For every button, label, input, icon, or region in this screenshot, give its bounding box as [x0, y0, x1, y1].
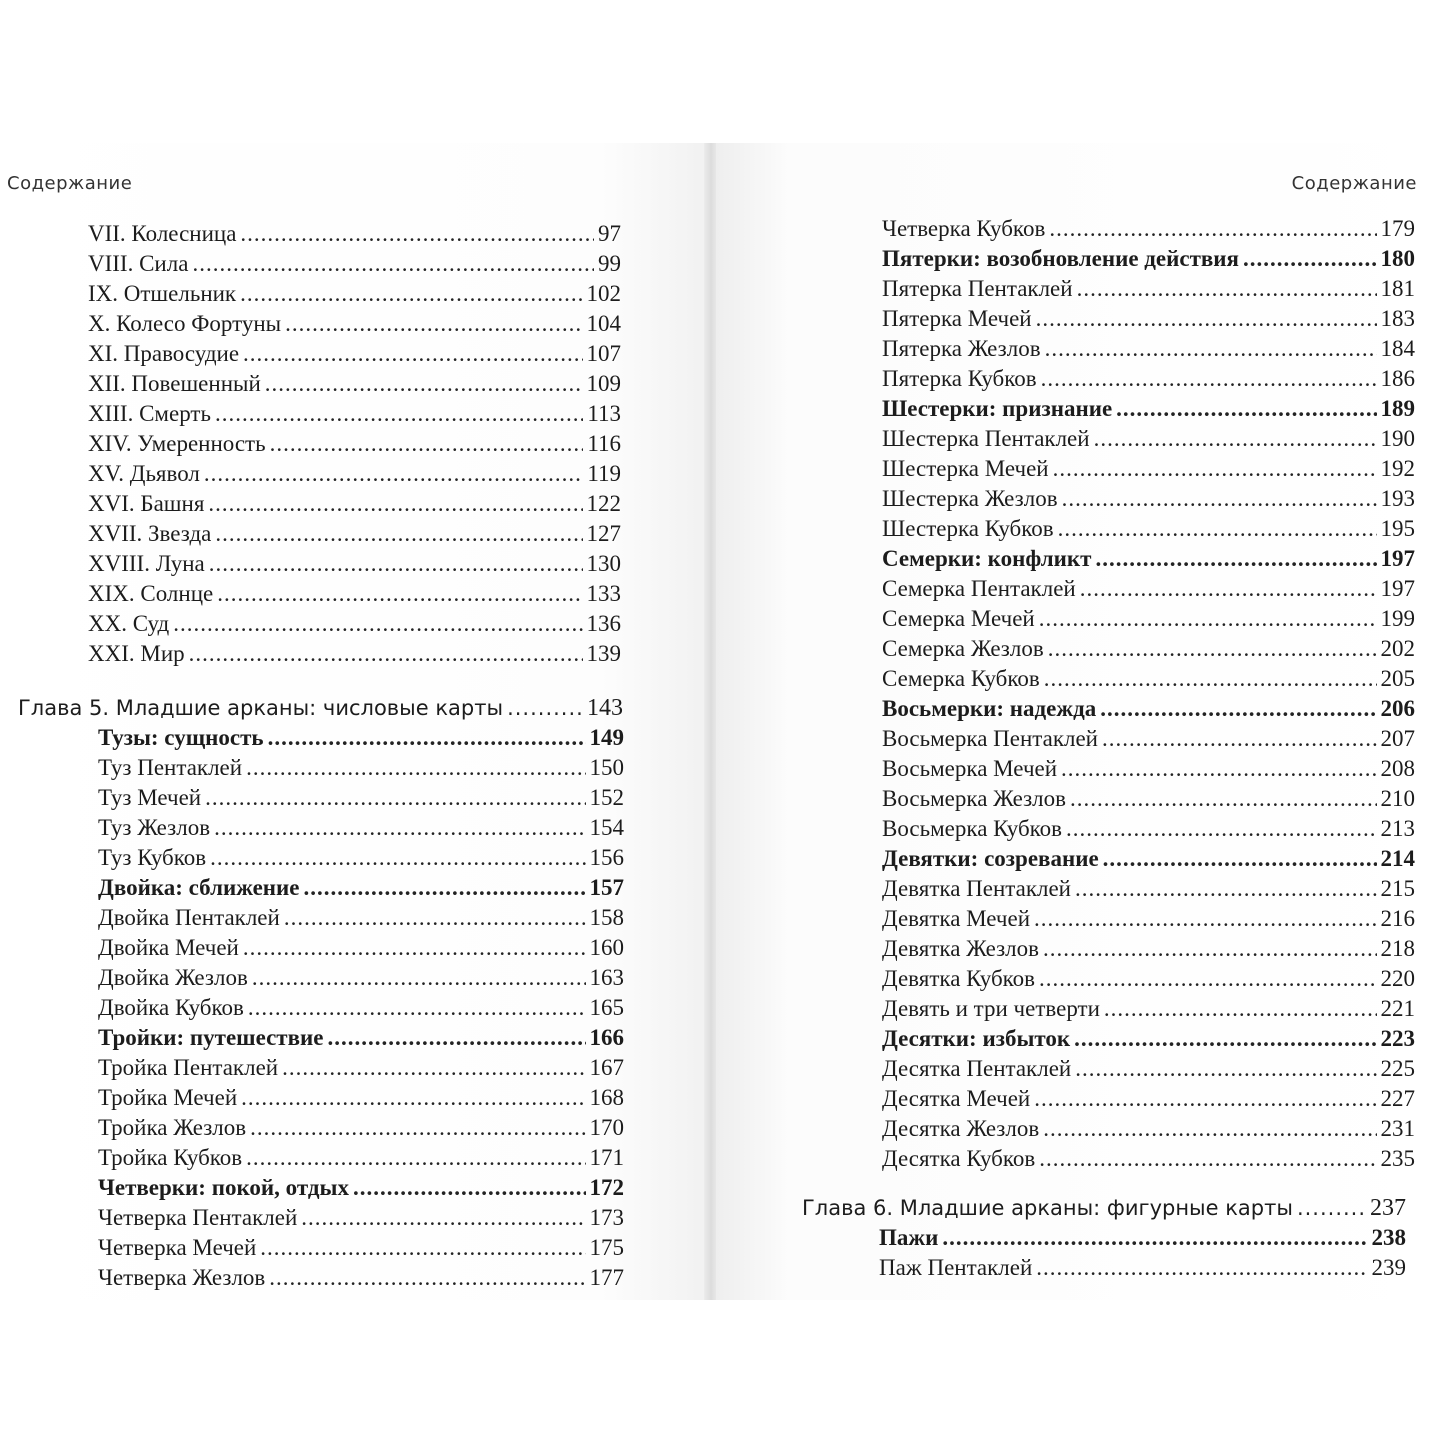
toc-page: 214 [1380, 846, 1415, 871]
toc-leader [1048, 634, 1377, 664]
toc-entry[interactable] [88, 549, 621, 579]
toc-page: 238 [1371, 1225, 1406, 1250]
toc-leader [282, 1053, 585, 1083]
toc-leader [1095, 544, 1376, 574]
toc-leader [243, 339, 582, 369]
toc-leader [1066, 814, 1376, 844]
toc-leader [246, 753, 585, 783]
toc-title: Пятерка Кубков [882, 366, 1037, 391]
toc-title: Двойка Кубков [98, 995, 244, 1020]
toc-page: 202 [1380, 636, 1415, 661]
toc-title: Двойка Пентаклей [98, 905, 280, 930]
toc-leader [1077, 274, 1377, 304]
toc-section[interactable] [98, 723, 624, 753]
toc-page: 167 [589, 1055, 624, 1080]
toc-entry[interactable] [88, 639, 621, 669]
toc-leader [1045, 334, 1377, 364]
toc-leader [240, 279, 582, 309]
toc-title: Десятка Жезлов [882, 1116, 1040, 1141]
toc-title: Шестерка Кубков [882, 516, 1054, 541]
toc-title: Шестерка Пентаклей [882, 426, 1090, 451]
toc-title: Пятерка Пентаклей [882, 276, 1073, 301]
toc-page: 113 [587, 401, 621, 426]
toc-leader [1075, 1054, 1376, 1084]
toc-title: Пятерки: возобновление действия [882, 246, 1240, 271]
toc-page: 220 [1380, 966, 1415, 991]
toc-page: 199 [1380, 606, 1415, 631]
toc-leader [1102, 724, 1377, 754]
toc-entry[interactable] [98, 963, 624, 993]
toc-leader [217, 579, 582, 609]
toc-leader [250, 1113, 585, 1143]
toc-entry[interactable] [88, 369, 621, 399]
toc-leader [214, 813, 585, 843]
toc-entry[interactable] [882, 874, 1415, 904]
toc-entry[interactable] [98, 1143, 624, 1173]
toc-title: Десятка Мечей [882, 1086, 1031, 1111]
toc-page: 183 [1380, 306, 1415, 331]
toc-page: 193 [1380, 486, 1415, 511]
toc-page: 205 [1380, 666, 1415, 691]
toc-page: 195 [1380, 516, 1415, 541]
toc-page: 168 [589, 1085, 624, 1110]
toc-title: Четверка Кубков [882, 216, 1046, 241]
toc-leader [192, 249, 594, 279]
toc-leader [205, 783, 585, 813]
toc-leader [1062, 484, 1377, 514]
toc-page: 227 [1380, 1086, 1415, 1111]
toc-entry[interactable] [88, 459, 621, 489]
toc-chapter[interactable] [18, 693, 623, 723]
toc-entry[interactable] [98, 843, 624, 873]
toc-title: XIII. Смерть [88, 401, 211, 426]
toc-entry[interactable] [88, 429, 621, 459]
toc-leader [252, 963, 586, 993]
toc-leader [1243, 244, 1376, 274]
toc-title: Тузы: сущность [98, 725, 264, 750]
toc-title: Двойка: сближение [98, 875, 300, 900]
toc-title: Семерка Пентаклей [882, 576, 1076, 601]
toc-page: 119 [587, 461, 621, 486]
toc-leader [189, 639, 583, 669]
toc-page: 177 [589, 1265, 624, 1290]
toc-title: Девятка Пентаклей [882, 876, 1071, 901]
toc-title: XI. Правосудие [88, 341, 240, 366]
toc-leader [1080, 574, 1377, 604]
toc-title: Пятерка Мечей [882, 306, 1032, 331]
toc-chapter-list [18, 693, 623, 723]
toc-entry[interactable] [88, 579, 621, 609]
toc-entry[interactable] [98, 933, 624, 963]
toc-leader [204, 459, 583, 489]
toc-page: 206 [1380, 696, 1415, 721]
toc-page: 223 [1380, 1026, 1415, 1051]
toc-title: Четверка Пентаклей [98, 1205, 298, 1230]
toc-leader [248, 993, 586, 1023]
toc-title: Двойка Жезлов [98, 965, 248, 990]
toc-leader [942, 1223, 1367, 1253]
toc-leader [269, 1263, 585, 1293]
toc-title: Девятки: созревание [882, 846, 1099, 871]
toc-leader [1058, 514, 1377, 544]
toc-title: XII. Повешенный [88, 371, 261, 396]
toc-title: Пажи [879, 1225, 939, 1250]
toc-page: 166 [589, 1025, 624, 1050]
toc-entry[interactable] [882, 934, 1415, 964]
toc-leader [270, 429, 584, 459]
toc-section[interactable] [882, 394, 1415, 424]
toc-entry[interactable] [98, 813, 624, 843]
toc-leader [265, 369, 583, 399]
toc-section[interactable] [882, 694, 1415, 724]
toc-page: 175 [589, 1235, 624, 1260]
toc-page: 186 [1380, 366, 1415, 391]
toc-page: 237 [1370, 1195, 1406, 1221]
toc-title: Шестерка Жезлов [882, 486, 1058, 511]
toc-title: Девятка Мечей [882, 906, 1031, 931]
toc-page: 99 [598, 251, 621, 276]
toc-page: 239 [1371, 1255, 1406, 1280]
toc-leader [209, 549, 583, 579]
toc-section[interactable] [879, 1223, 1406, 1253]
toc-entry[interactable] [882, 964, 1415, 994]
toc-title: Семерка Кубков [882, 666, 1040, 691]
toc-page: 231 [1380, 1116, 1415, 1141]
toc-entry[interactable] [882, 1084, 1415, 1114]
toc-page: 154 [589, 815, 624, 840]
toc-leader [1100, 694, 1376, 724]
toc-leader [1034, 904, 1376, 934]
toc-entry[interactable] [88, 249, 621, 279]
toc-title: Туз Кубков [98, 845, 207, 870]
toc-title: XIV. Умеренность [88, 431, 266, 456]
toc-entry[interactable] [98, 1233, 624, 1263]
toc-section[interactable] [882, 844, 1415, 874]
toc-page: 165 [589, 995, 624, 1020]
toc-leader [1036, 1253, 1367, 1283]
toc-title: Десятка Кубков [882, 1146, 1036, 1171]
toc-leader [1041, 364, 1377, 394]
toc-title: XIX. Солнце [88, 581, 214, 606]
toc-page: 184 [1380, 336, 1415, 361]
toc-title: Тройки: путешествие [98, 1025, 324, 1050]
toc-page: 143 [587, 695, 623, 721]
toc-page: 150 [589, 755, 624, 780]
toc-leader [1075, 874, 1377, 904]
toc-entry[interactable] [98, 783, 624, 813]
toc-page: 189 [1380, 396, 1415, 421]
toc-page: 109 [586, 371, 621, 396]
toc-title: Тройка Пентаклей [98, 1055, 279, 1080]
toc-title: Шестерка Мечей [882, 456, 1049, 481]
book-spread [0, 143, 1445, 1300]
toc-entry[interactable] [882, 904, 1415, 934]
toc-entry[interactable] [882, 334, 1415, 364]
toc-page: 122 [586, 491, 621, 516]
toc-title: Десятки: избыток [882, 1026, 1071, 1051]
toc-title: Восьмерка Мечей [882, 756, 1058, 781]
toc-page: 181 [1380, 276, 1415, 301]
toc-title: Туз Жезлов [98, 815, 211, 840]
toc-title: Четверка Жезлов [98, 1265, 266, 1290]
toc-entry[interactable] [98, 903, 624, 933]
toc-page: 104 [586, 311, 621, 336]
toc-page: 107 [586, 341, 621, 366]
toc-leader [1043, 934, 1376, 964]
toc-title: Туз Пентаклей [98, 755, 243, 780]
toc-page: 197 [1380, 546, 1415, 571]
toc-entry[interactable] [879, 1253, 1406, 1283]
toc-title: Семерки: конфликт [882, 546, 1092, 571]
toc-title: Девятка Жезлов [882, 936, 1040, 961]
toc-leader [215, 519, 582, 549]
toc-title: XXI. Мир [88, 641, 185, 666]
toc-leader [507, 693, 583, 723]
toc-entry[interactable] [882, 724, 1415, 754]
toc-title: VII. Колесница [88, 221, 237, 246]
toc-title: XV. Дьявол [88, 461, 200, 486]
toc-section[interactable] [98, 873, 624, 903]
toc-entry[interactable] [88, 339, 621, 369]
toc-entry[interactable] [88, 609, 621, 639]
toc-page: 97 [598, 221, 621, 246]
toc-entry[interactable] [882, 424, 1415, 454]
toc-leader [1053, 454, 1377, 484]
toc-page: 130 [586, 551, 621, 576]
toc-entry[interactable] [882, 484, 1415, 514]
toc-page: 218 [1380, 936, 1415, 961]
toc-title: Паж Пентаклей [879, 1255, 1033, 1280]
toc-leader [1049, 214, 1376, 244]
toc-title: Тройка Мечей [98, 1085, 238, 1110]
running-head-right: Содержание [1291, 173, 1417, 194]
toc-title: Пятерка Жезлов [882, 336, 1041, 361]
toc-title: Десятка Пентаклей [882, 1056, 1072, 1081]
toc-entry[interactable] [98, 753, 624, 783]
toc-title: Четверка Мечей [98, 1235, 257, 1260]
toc-leader [1044, 664, 1377, 694]
toc-section[interactable] [882, 1024, 1415, 1054]
toc-leader [215, 399, 583, 429]
toc-leader [353, 1173, 586, 1203]
toc-title: Четверки: покой, отдых [98, 1175, 349, 1200]
toc-title: Восьмерки: надежда [882, 696, 1097, 721]
toc-title: XVII. Звезда [88, 521, 212, 546]
toc-page: 158 [589, 905, 624, 930]
toc-entry[interactable] [98, 993, 624, 1023]
toc-leader [1039, 964, 1376, 994]
toc-entry[interactable] [882, 664, 1415, 694]
toc-page: 163 [589, 965, 624, 990]
toc-section[interactable] [98, 1023, 624, 1053]
toc-page: 173 [589, 1205, 624, 1230]
toc-page: 172 [589, 1175, 624, 1200]
toc-entry[interactable] [882, 814, 1415, 844]
toc-title: Глава 6. Младшие арканы: фигурные карты [802, 1196, 1293, 1220]
toc-section[interactable] [98, 1173, 624, 1203]
toc-leader [1074, 1024, 1376, 1054]
toc-title: X. Колесо Фортуны [88, 311, 282, 336]
toc-page: 179 [1380, 216, 1415, 241]
toc-leader [304, 873, 586, 903]
toc-leader [284, 903, 586, 933]
toc-page: 221 [1380, 996, 1415, 1021]
toc-entry[interactable] [98, 1263, 624, 1293]
toc-entry[interactable] [882, 274, 1415, 304]
toc-page: 180 [1380, 246, 1415, 271]
toc-title: Тройка Жезлов [98, 1115, 247, 1140]
toc-entry[interactable] [98, 1053, 624, 1083]
toc-entry[interactable] [98, 1203, 624, 1233]
toc-entry[interactable] [88, 519, 621, 549]
toc-title: XVI. Башня [88, 491, 205, 516]
toc-page: 171 [589, 1145, 624, 1170]
toc-title: VIII. Сила [88, 251, 189, 276]
toc-entry[interactable] [882, 784, 1415, 814]
toc-title: Глава 5. Младшие арканы: числовые карты [18, 696, 504, 720]
toc-leader [1039, 604, 1377, 634]
toc-list [88, 219, 621, 669]
toc-page: 133 [586, 581, 621, 606]
toc-entry[interactable] [88, 309, 621, 339]
toc-entry[interactable] [882, 304, 1415, 334]
toc-leader [246, 1143, 585, 1173]
toc-entry[interactable] [882, 454, 1415, 484]
toc-leader [327, 1023, 585, 1053]
toc-entry[interactable] [882, 604, 1415, 634]
toc-leader [210, 843, 585, 873]
toc-leader [1116, 394, 1376, 424]
toc-leader [1070, 784, 1376, 814]
toc-leader [1036, 304, 1377, 334]
toc-entry[interactable] [882, 634, 1415, 664]
toc-page: 136 [586, 611, 621, 636]
toc-page: 215 [1380, 876, 1415, 901]
toc-section[interactable] [882, 544, 1415, 574]
toc-leader [268, 723, 586, 753]
toc-page: 149 [589, 725, 624, 750]
toc-entry[interactable] [882, 1144, 1415, 1174]
toc-title: Девять и три четверти [882, 996, 1100, 1021]
toc-page: 192 [1380, 456, 1415, 481]
toc-list [882, 214, 1415, 1174]
toc-leader [1297, 1193, 1366, 1223]
toc-page: 170 [589, 1115, 624, 1140]
toc-chapter-list [802, 1193, 1406, 1223]
toc-page: 102 [586, 281, 621, 306]
toc-page: 216 [1380, 906, 1415, 931]
toc-leader [301, 1203, 585, 1233]
toc-list [879, 1223, 1406, 1283]
running-head-left: Содержание [7, 173, 133, 194]
toc-chapter[interactable] [802, 1193, 1406, 1223]
toc-leader [1061, 754, 1376, 784]
toc-entry[interactable] [88, 279, 621, 309]
toc-entry[interactable] [882, 1054, 1415, 1084]
toc-entry[interactable] [98, 1113, 624, 1143]
toc-title: Туз Мечей [98, 785, 202, 810]
toc-page: 208 [1380, 756, 1415, 781]
toc-entry[interactable] [88, 489, 621, 519]
toc-page: 160 [589, 935, 624, 960]
toc-leader [243, 933, 586, 963]
toc-list [98, 723, 624, 1293]
toc-page: 207 [1380, 726, 1415, 751]
toc-title: Двойка Мечей [98, 935, 239, 960]
toc-title: IX. Отшельник [88, 281, 237, 306]
toc-leader [1039, 1144, 1376, 1174]
toc-leader [1103, 844, 1377, 874]
toc-title: Восьмерка Кубков [882, 816, 1063, 841]
toc-page: 157 [589, 875, 624, 900]
toc-title: Тройка Кубков [98, 1145, 243, 1170]
toc-page: 213 [1380, 816, 1415, 841]
toc-leader [173, 609, 582, 639]
toc-entry[interactable] [98, 1083, 624, 1113]
toc-title: Семерка Мечей [882, 606, 1035, 631]
toc-title: Восьмерка Жезлов [882, 786, 1067, 811]
toc-leader [285, 309, 582, 339]
toc-page: 197 [1380, 576, 1415, 601]
toc-leader [241, 1083, 585, 1113]
toc-entry[interactable] [88, 219, 621, 249]
toc-title: Шестерки: признание [882, 396, 1113, 421]
toc-leader [260, 1233, 585, 1263]
toc-entry[interactable] [882, 214, 1415, 244]
toc-leader [1094, 424, 1377, 454]
toc-title: XVIII. Луна [88, 551, 205, 576]
toc-page: 152 [589, 785, 624, 810]
toc-entry[interactable] [882, 1114, 1415, 1144]
toc-entry[interactable] [882, 514, 1415, 544]
toc-title: Девятка Кубков [882, 966, 1036, 991]
toc-leader [1043, 1114, 1376, 1144]
toc-leader [1104, 994, 1377, 1024]
toc-title: Восьмерка Пентаклей [882, 726, 1098, 751]
toc-page: 139 [586, 641, 621, 666]
toc-leader [208, 489, 582, 519]
toc-page: 127 [586, 521, 621, 546]
toc-entry[interactable] [882, 364, 1415, 394]
toc-page: 190 [1380, 426, 1415, 451]
toc-entry[interactable] [882, 574, 1415, 604]
toc-page: 116 [587, 431, 621, 456]
toc-entry[interactable] [882, 994, 1415, 1024]
toc-page: 156 [589, 845, 624, 870]
toc-title: Семерка Жезлов [882, 636, 1044, 661]
toc-title: XX. Суд [88, 611, 170, 636]
toc-entry[interactable] [88, 399, 621, 429]
toc-leader [1034, 1084, 1376, 1114]
toc-leader [240, 219, 594, 249]
toc-section[interactable] [882, 244, 1415, 274]
toc-page: 235 [1380, 1146, 1415, 1171]
toc-page: 210 [1380, 786, 1415, 811]
toc-page: 225 [1380, 1056, 1415, 1081]
toc-entry[interactable] [882, 754, 1415, 784]
